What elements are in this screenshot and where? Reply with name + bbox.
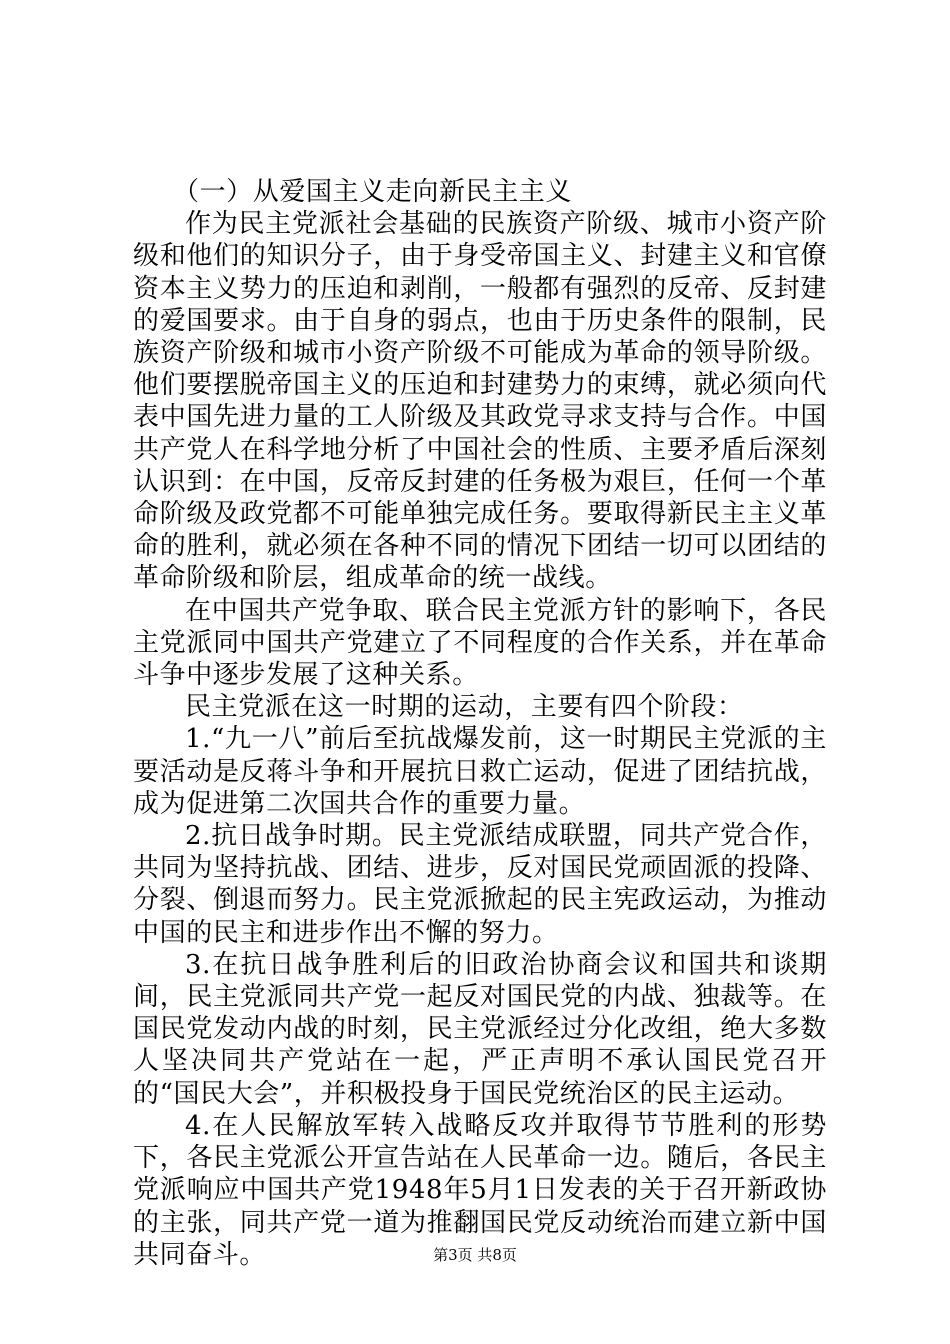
section-heading: （一）从爱国主义走向新民主主义 [173, 177, 573, 207]
paragraph: 4.在人民解放军转入战略反攻并取得节节胜利的形势下，各民主党派公开宣告站在人民革命一边。随后，各民主党派响应中国共产党1948年5月1日发表的关于召开新政协的主张，同共产党一道为推翻国民党反动统治而建立新中国共同奋斗。 [133, 1110, 827, 1270]
paragraph: 在中国共产党争取、联合民主党派方针的影响下，各民主党派同中国共产党建立了不同程度的合作关系，并在革命斗争中逐步发展了这种关系。 [133, 595, 827, 691]
paragraph: 民主党派在这一时期的运动，主要有四个阶段： [185, 692, 744, 723]
page-number-footer: 第3页 共8页 [433, 1246, 517, 1264]
paragraph: 1.“九一八”前后至抗战爆发前，这一时期民主党派的主要活动是反蒋斗争和开展抗日救亡运动，促进了团结抗战，成为促进第二次国共合作的重要力量。 [133, 724, 827, 819]
paragraph: 作为民主党派社会基础的民族资产阶级、城市小资产阶级和他们的知识分子，由于身受帝国主义、封建主义和官僚资本主义势力的压迫和剥削，一般都有强烈的反帝、反封建的爱国要求。由于自身的弱点，也由于历史条件的限制，民族资产阶级和城市小资产阶级不可能成为革命的领导阶级。他们要摆脱帝国主义的压迫和封建势力的束缚，就必须向代表中国先进力量的工人阶级及其政党寻求支持与合作。中国共产党人在科学地分析了中国社会的性质、主要矛盾后深刻认识到：在中国，反帝反封建的任务极为艰巨，任何一个革命阶级及政党都不可能单独完成任务。要取得新民主主义革命的胜利，就必须在各种不同的情况下团结一切可以团结的革命阶级和阶层，组成革命的统一战线。 [133, 209, 827, 594]
paragraph: 2.抗日战争时期。民主党派结成联盟，同共产党合作，共同为坚持抗战、团结、进步，反对国民党顽固派的投降、分裂、倒退而努力。民主党派掀起的民主宪政运动，为推动中国的民主和进步作出不懈的努力。 [133, 821, 827, 948]
document-body [133, 176, 827, 1271]
paragraph: 3.在抗日战争胜利后的旧政治协商会议和国共和谈期间，民主党派同共产党一起反对国民党的内战、独裁等。在国民党发动内战的时刻，民主党派经过分化改组，绝大多数人坚决同共产党站在一起，严正声明不承认国民党召开的“国民大会”，并积极投身于国民党统治区的民主运动。 [133, 949, 827, 1109]
